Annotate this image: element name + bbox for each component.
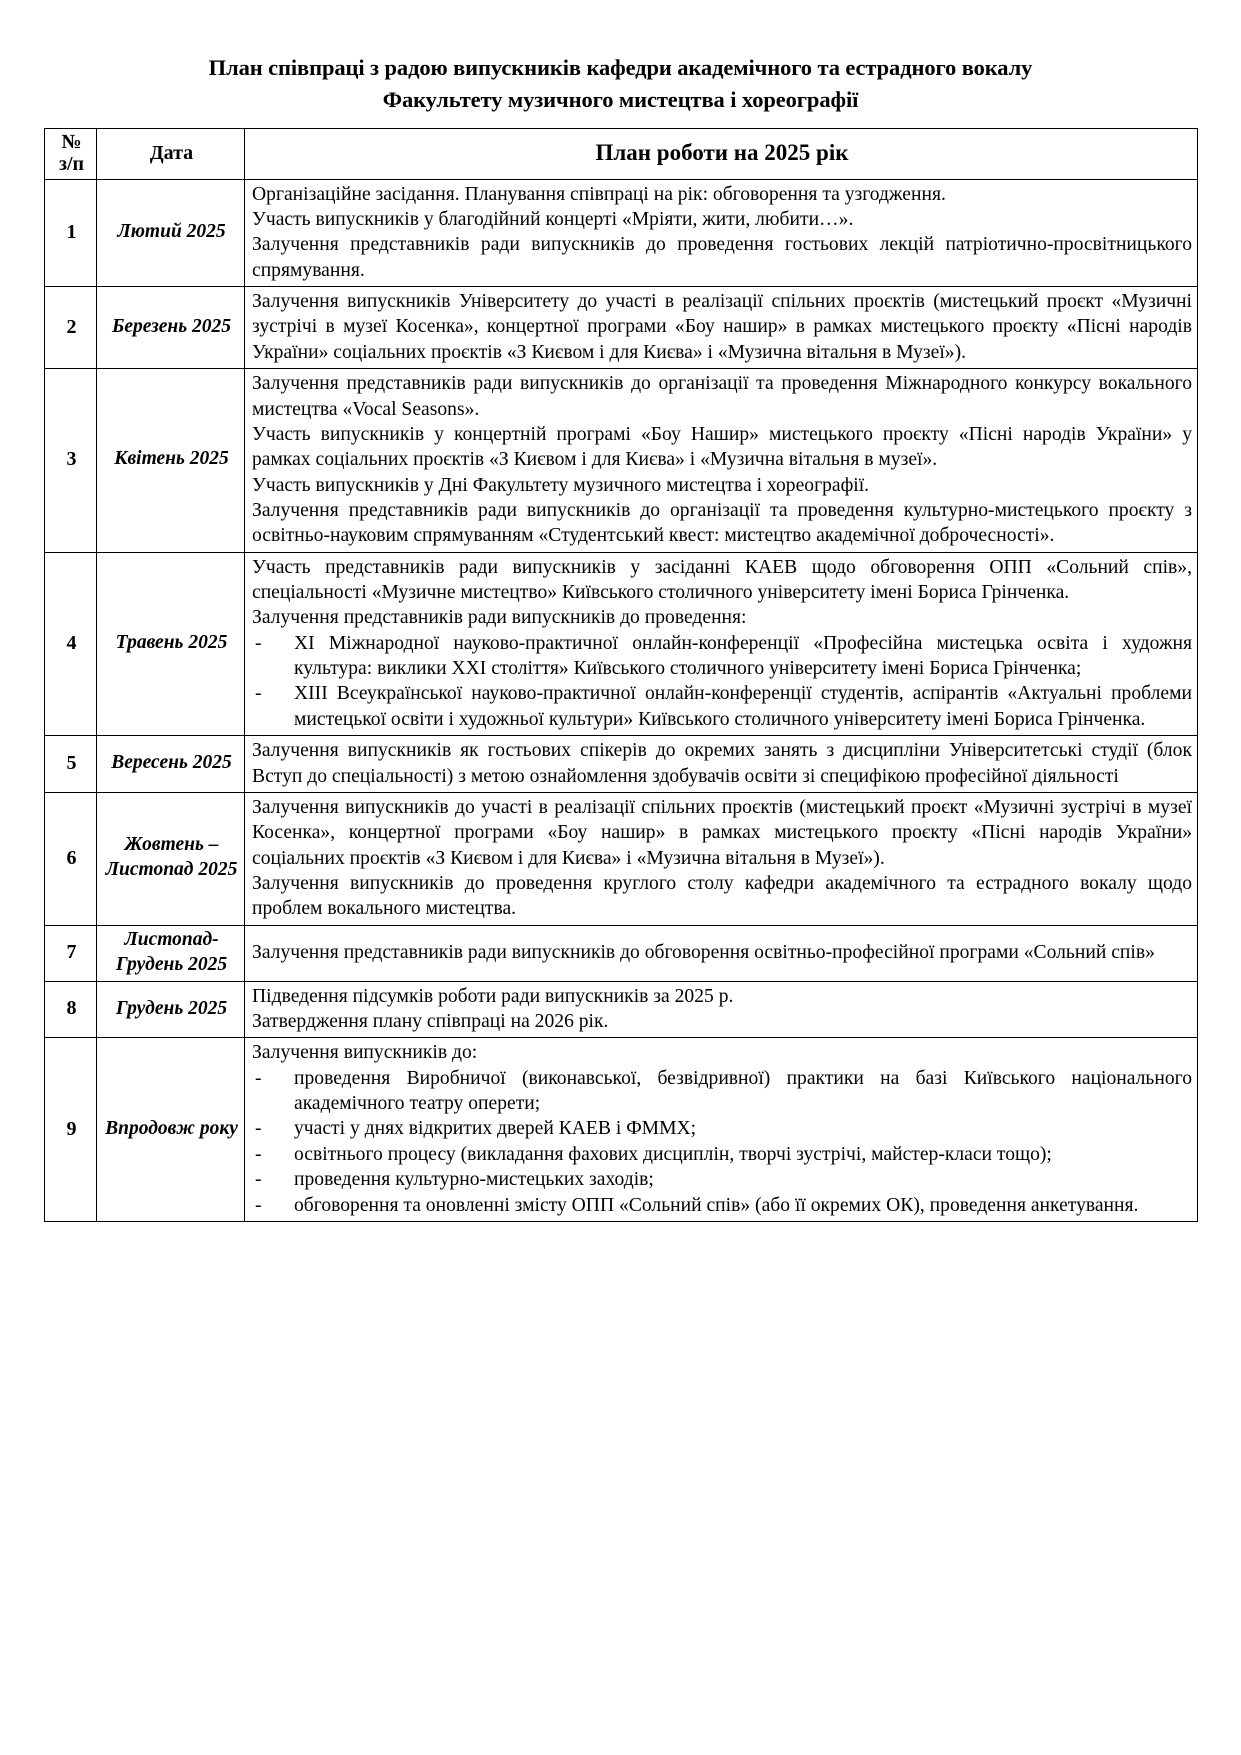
row-date-cell: Впродовж року <box>97 1038 245 1222</box>
table-row <box>45 369 1198 553</box>
plan-bullet-item <box>252 631 1192 682</box>
row-number-cell: 6 <box>45 792 97 925</box>
work-plan-table <box>44 128 1198 1222</box>
row-number-cell: 7 <box>45 925 97 981</box>
plan-paragraph: Залучення представників ради випускників до проведення: <box>252 607 747 629</box>
row-plan-cell <box>245 925 1198 981</box>
plan-bullet-item <box>252 1142 1192 1167</box>
dash-bullet-icon: - <box>255 1067 262 1089</box>
row-plan-cell <box>245 1038 1198 1222</box>
plan-bullet-text: проведення Виробничої (виконавської, безвідривної) практики на базі Київського національного академічного театру оперети; <box>294 1067 1192 1115</box>
row-date-cell: Березень 2025 <box>97 287 245 369</box>
row-date-cell: Травень 2025 <box>97 552 245 736</box>
table-row <box>45 179 1198 286</box>
column-header-plan: План роботи на 2025 рік <box>245 128 1198 179</box>
table-row <box>45 792 1198 925</box>
page-title-line-1: План співпраці з радою випускників кафедри академічного та естрадного вокалу <box>208 55 1033 80</box>
plan-paragraph: Залучення представників ради випускників до проведення гостьових лекцій патріотично-просвітницького спрямування. <box>252 234 1192 281</box>
plan-paragraph: Залучення представників ради випускників до організації та проведення культурно-мистецького проєкту з освітньо-науковим спрямуванням «Студентський квест: мистецтво академічної доброчесності». <box>252 499 1192 547</box>
dash-bullet-icon: - <box>255 1118 262 1140</box>
row-date-cell: Листопад-Грудень 2025 <box>97 925 245 981</box>
plan-bullet-item <box>252 1167 1192 1192</box>
row-date-cell: Лютий 2025 <box>97 179 245 286</box>
page-title <box>44 52 1197 116</box>
dash-bullet-icon: - <box>255 1194 262 1216</box>
row-number-cell: 3 <box>45 369 97 553</box>
row-plan-cell <box>245 287 1198 369</box>
plan-paragraph: Залучення представників ради випускників до обговорення освітньо-професійної програми «Сольний спів» <box>252 941 1155 963</box>
plan-bullet-list <box>252 1066 1192 1218</box>
table-row <box>45 1038 1198 1222</box>
dash-bullet-icon: - <box>255 683 262 705</box>
plan-bullet-text: XIII Всеукраїнської науково-практичної онлайн-конференції студентів, аспірантів «Актуальні проблеми мистецької освіти і художньої культури» Київського столичного університету імені Бориса Грінченка. <box>294 683 1192 730</box>
row-number-cell: 1 <box>45 179 97 286</box>
plan-bullet-text: XI Міжнародної науково-практичної онлайн-конференції «Професійна мистецька освіта і художня культура: виклики XXI століття» Київського столичного університету імені Бориса Грінченка; <box>294 632 1192 680</box>
dash-bullet-icon: - <box>255 632 262 654</box>
plan-bullet-item <box>252 1193 1192 1218</box>
row-plan-cell <box>245 179 1198 286</box>
plan-paragraph: Залучення представників ради випускників до організації та проведення Міжнародного конкурсу вокального мистецтва «Vocal Seasons». <box>252 373 1192 420</box>
plan-bullet-text: участі у днях відкритих дверей КАЕВ і ФМMX; <box>294 1118 697 1140</box>
plan-bullet-item <box>252 681 1192 732</box>
row-plan-cell <box>245 369 1198 553</box>
column-header-number-sub: з/п <box>58 153 85 176</box>
row-plan-cell <box>245 736 1198 793</box>
plan-bullet-list <box>252 631 1192 732</box>
plan-bullet-text: проведення культурно-мистецьких заходів; <box>294 1169 654 1191</box>
table-row <box>45 925 1198 981</box>
row-plan-cell <box>245 552 1198 736</box>
column-header-date: Дата <box>97 128 245 179</box>
table-row <box>45 981 1198 1038</box>
page-title-line-2: Факультету музичного мистецтва і хореографії <box>382 86 859 112</box>
plan-bullet-text: освітнього процесу (викладання фахових дисциплін, творчі зустрічі, майстер-класи тощо); <box>294 1143 1052 1165</box>
column-header-number-symbol: № <box>61 130 82 153</box>
plan-paragraph: Залучення випускників до проведення круглого столу кафедри академічного та естрадного вокалу щодо проблем вокального мистецтва. <box>252 873 1192 920</box>
row-number-cell: 9 <box>45 1038 97 1222</box>
plan-bullet-text: обговорення та оновленні змісту ОПП «Сольний спів» (або її окремих ОК), проведення анкетування. <box>294 1194 1139 1216</box>
row-plan-cell <box>245 792 1198 925</box>
row-number-cell: 4 <box>45 552 97 736</box>
plan-paragraph: Затвердження плану співпраці на 2026 рік. <box>252 1010 609 1032</box>
plan-paragraph: Участь випускників у благодійний концерті «Мріяти, жити, любити…». <box>252 209 854 231</box>
plan-paragraph: Залучення випускників Університету до участі в реалізації спільних проєктів (мистецький проєкт «Музичні зустрічі в музеї Косенка», концертної програми «Боу нашир» в рамках мистецького проєкту «Пісні народів України» соціальних проєктів «З Києвом і для Києва» і «Музична вітальня в Музеї»). <box>252 291 1192 363</box>
row-number-cell: 8 <box>45 981 97 1038</box>
row-date-cell: Грудень 2025 <box>97 981 245 1038</box>
table-row <box>45 287 1198 369</box>
row-date-cell: Вересень 2025 <box>97 736 245 793</box>
plan-paragraph: Залучення випускників до участі в реалізації спільних проєктів (мистецький проєкт «Музичні зустрічі в музеї Косенка», концертної програми «Боу нашир» в рамках мистецького проєкту «Пісні народів України» соціальних проєктів «З Києвом і для Києва» і «Музична вітальня в Музеї»). <box>252 796 1192 869</box>
table-header-row <box>45 128 1198 179</box>
dash-bullet-icon: - <box>255 1169 262 1191</box>
plan-paragraph: Залучення випускників до: <box>252 1042 478 1064</box>
plan-paragraph: Підведення підсумків роботи ради випускників за 2025 р. <box>252 985 734 1007</box>
plan-paragraph: Організаційне засідання. Планування співпраці на рік: обговорення та узгодження. <box>252 183 946 205</box>
column-header-number <box>45 128 97 179</box>
row-date-cell: Квітень 2025 <box>97 369 245 553</box>
plan-paragraph: Залучення випускників як гостьових спікерів до окремих занять з дисципліни Університетські студії (блок Вступ до спеціальності) з метою ознайомлення здобувачів освіти зі специфікою професійної діяльності <box>252 740 1192 787</box>
row-number-cell: 2 <box>45 287 97 369</box>
row-number-cell: 5 <box>45 736 97 793</box>
plan-bullet-item <box>252 1116 1192 1141</box>
row-plan-cell <box>245 981 1198 1038</box>
table-row <box>45 736 1198 793</box>
plan-paragraph: Участь випускників у концертній програмі «Боу Нашир» мистецького проєкту «Пісні народів України» у рамках соціальних проєктів «З Києвом і для Києва» і «Музична вітальня в музеї». <box>252 423 1192 471</box>
dash-bullet-icon: - <box>255 1143 262 1165</box>
row-date-cell: Жовтень – Листопад 2025 <box>97 792 245 925</box>
plan-paragraph: Участь випускників у Дні Факультету музичного мистецтва і хореографії. <box>252 474 870 496</box>
table-row <box>45 552 1198 736</box>
plan-paragraph: Участь представників ради випускників у засіданні КАЕВ щодо обговорення ОПП «Сольний спів», спеціальності «Музичне мистецтво» Київського столичного університету імені Бориса Грінченка. <box>252 556 1192 604</box>
plan-bullet-item <box>252 1066 1192 1117</box>
table-body <box>45 179 1198 1221</box>
